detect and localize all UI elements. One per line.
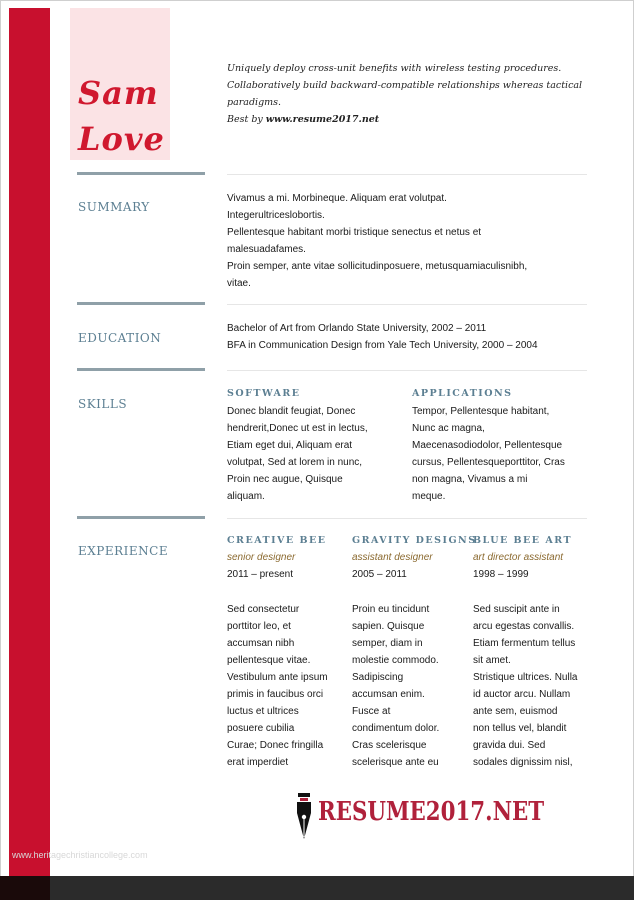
education-text <box>227 320 597 354</box>
job-line: ante sem, euismod <box>473 706 558 717</box>
job-line: pellentesque vitae. <box>227 655 311 666</box>
bottom-bar-corner <box>0 876 50 900</box>
job-line: scelerisque ante eu <box>352 757 439 768</box>
summary-rule <box>77 172 205 175</box>
job-line: id auctor arcu. Nullam <box>473 689 571 700</box>
job-line: Cras scelerisque <box>352 740 427 751</box>
skills-title: SKILLS <box>78 397 128 411</box>
skills-line: meque. <box>412 491 446 502</box>
job-line: gravida dui. Sed <box>473 740 546 751</box>
job-description <box>352 601 470 771</box>
logo-text: RESUME2017.NET <box>318 797 545 827</box>
job-role: senior designer <box>227 552 296 563</box>
job-line: Etiam fermentum tellus <box>473 638 576 649</box>
skills-line: Tempor, Pellentesque habitant, <box>412 406 550 417</box>
fountain-pen-icon <box>292 793 316 841</box>
skills-line: volutpat, Sed at lorem in nunc, <box>227 457 363 468</box>
job-line: accumsan nibh <box>227 638 295 649</box>
skills-line: Donec blandit feugiat, Donec <box>227 406 356 417</box>
skills-applications-heading: APPLICATIONS <box>412 388 513 399</box>
skills-line: Maecenasodiodolor, Pellentesque <box>412 440 563 451</box>
job-line: sapien. Quisque <box>352 621 425 632</box>
job-dates: 2005 – 2011 <box>352 569 407 580</box>
job-line: accumsan enim. <box>352 689 425 700</box>
skills-software-heading: SOFTWARE <box>227 388 301 399</box>
intro-line: Collaboratively build backward-compatible relationships whereas tactical <box>227 80 583 91</box>
skills-software-text <box>227 403 407 505</box>
job-dates: 1998 – 1999 <box>473 569 529 580</box>
skills-rule <box>77 368 205 371</box>
name-first: Sam <box>78 74 159 112</box>
job-role: art director assistant <box>473 552 564 563</box>
job-description <box>227 601 349 771</box>
intro-line: paradigms. <box>227 97 282 108</box>
summary-line: Pellentesque habitant morbi tristique senectus et netus et <box>227 227 482 238</box>
summary-line: Integerultriceslobortis. <box>227 210 325 221</box>
job-line: primis in faucibus orci <box>227 689 324 700</box>
job-line: non tellus vel, blandit <box>473 723 567 734</box>
summary-title: SUMMARY <box>78 200 150 214</box>
job-line: Proin eu tincidunt <box>352 604 430 615</box>
job-role: assistant designer <box>352 552 433 563</box>
job-company: BLUE BEE ART <box>473 535 573 546</box>
best-by-line <box>227 111 597 128</box>
skills-line: hendrerit,Donec ut est in lectus, <box>227 423 368 434</box>
bottom-bar <box>0 876 634 900</box>
intro-line: Uniquely deploy cross-unit benefits with wireless testing procedures. <box>227 63 562 74</box>
best-by-url: www.resume2017.net <box>265 114 380 125</box>
job-line: molestie commodo. <box>352 655 439 666</box>
experience-rule <box>77 516 205 519</box>
job-line: porttitor leo, et <box>227 621 291 632</box>
name-last: Love <box>78 120 165 158</box>
job-dates: 2011 – present <box>227 569 293 580</box>
experience-title: EXPERIENCE <box>78 544 169 558</box>
job-description <box>473 601 603 771</box>
skills-line: aliquam. <box>227 491 265 502</box>
education-line: BFA in Communication Design from Yale Tech University, 2000 – 2004 <box>227 340 538 351</box>
best-by-label: Best by <box>227 114 266 125</box>
skills-line: Nunc ac magna, <box>412 423 485 434</box>
job-line: Vestibulum ante ipsum <box>227 672 328 683</box>
summary-line: Vivamus a mi. Morbineque. Aliquam erat volutpat. <box>227 193 447 204</box>
job-line: Sed suscipit ante in <box>473 604 560 615</box>
red-side-bar <box>9 8 50 876</box>
education-thin-rule <box>227 304 587 305</box>
skills-line: non magna, Vivamus a mi <box>412 474 528 485</box>
job-line: sodales dignissim nisl, <box>473 757 573 768</box>
summary-line: vitae. <box>227 278 251 289</box>
education-line: Bachelor of Art from Orlando State University, 2002 – 2011 <box>227 323 487 334</box>
job-line: sit amet. <box>473 655 511 666</box>
summary-thin-rule <box>227 174 587 175</box>
job-line: luctus et ultrices <box>227 706 299 717</box>
education-title: EDUCATION <box>78 331 162 345</box>
summary-text <box>227 190 597 292</box>
job-line: Stristique ultrices. Nulla <box>473 672 578 683</box>
skills-line: cursus, Pellentesqueporttitor, Cras <box>412 457 565 468</box>
job-line: posuere cubilia <box>227 723 295 734</box>
job-line: arcu egestas convallis. <box>473 621 575 632</box>
summary-line: Proin semper, ante vitae sollicitudinposuere, metusquamiaculisnibh, <box>227 261 528 272</box>
experience-thin-rule <box>227 518 587 519</box>
intro-text <box>227 60 597 128</box>
watermark: www.heritagechristiancollege.com <box>12 850 148 860</box>
job-line: Fusce at <box>352 706 391 717</box>
job-company: CREATIVE BEE <box>227 535 327 546</box>
job-line: Sadipiscing <box>352 672 404 683</box>
job-line: condimentum dolor. <box>352 723 440 734</box>
job-line: semper, diam in <box>352 638 423 649</box>
skills-line: Proin nec augue, Quisque <box>227 474 343 485</box>
skills-applications-text <box>412 403 602 505</box>
education-rule <box>77 302 205 305</box>
job-line: Curae; Donec fringilla <box>227 740 324 751</box>
job-line: erat imperdiet <box>227 757 289 768</box>
summary-line: malesuadafames. <box>227 244 306 255</box>
skills-thin-rule <box>227 370 587 371</box>
job-line: Sed consectetur <box>227 604 300 615</box>
skills-line: Etiam eget dui, Aliquam erat <box>227 440 353 451</box>
job-company: GRAVITY DESIGNS <box>352 535 477 546</box>
